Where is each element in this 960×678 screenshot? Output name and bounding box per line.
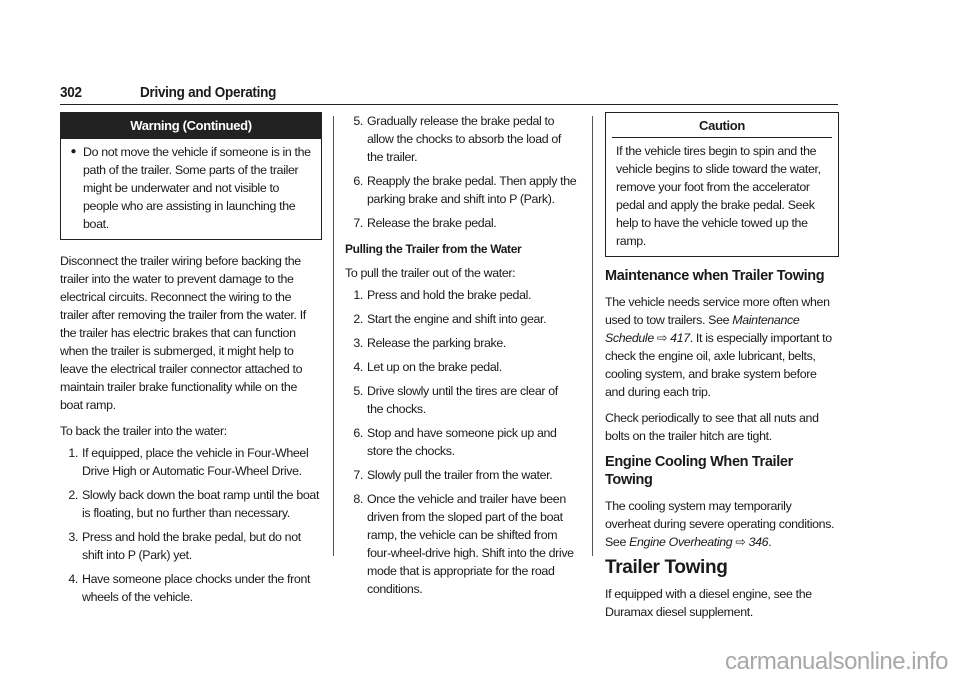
page-ref-417[interactable]: 417 [670,331,690,345]
section-title: Driving and Operating [140,84,277,101]
column-1 [60,112,322,614]
caution-box [605,112,839,257]
subheading-pulling-trailer: Pulling the Trailer from the Water [345,242,522,256]
heading-trailer-towing: Trailer Towing [605,557,728,578]
column-3 [605,112,839,629]
caution-text: If the vehicle tires begin to spin and the vehicle begins to slide toward the water, remove your foot from the accelerator pedal and apply the brake pedal. Seek help to have the vehicle towed up the ramp. [616,144,821,248]
warning-text: Do not move the vehicle if someone is in the path of the trailer. Some parts of the trailer might be underwater and not visible to people who are assisting in launching the boat. [83,145,311,231]
list-item: 3. Press and hold the brake pedal, but do not shift into P (Park) yet. [68,530,301,562]
heading-engine-cooling: Engine Cooling When Trailer Towing [605,454,793,488]
pull-trailer-steps [345,286,577,598]
back-trailer-steps [60,444,322,606]
paragraph-maintenance: The vehicle needs service more often when used to tow trailers. See Maintenance Schedule ⇨ 417. It is especially important to check the engine oil, axle lubricant, belts, cooling system, and brake system before and during each trip. [605,295,832,399]
list-item: 4. Have someone place chocks under the front wheels of the vehicle. [68,572,311,604]
paragraph-disconnect-wiring: Disconnect the trailer wiring before backing the trailer into the water to prevent damage to the electrical circuits. Reconnect the wiring to the trailer after removing the trailer from the water. If the trailer has electric brakes that can function when the trailer is submerged, it might help to leave the electrical trailer connector attached to maintain trailer brake functionality while on the boat ramp. [60,254,306,412]
list-item: 4. Let up on the brake pedal. [353,360,502,374]
back-trailer-steps-continued [345,112,577,232]
list-item: 3. Release the parking brake. [353,336,506,350]
list-item: 2. Slowly back down the boat ramp until the boat is floating, but no further than necessary. [68,488,320,520]
list-item: 5. Gradually release the brake pedal to allow the chocks to absorb the load of the trailer. [353,114,562,164]
warning-title: Warning (Continued) [61,113,321,139]
list-item: 6. Reapply the brake pedal. Then apply the parking brake and shift into P (Park). [353,174,577,206]
column-divider-1 [333,116,334,556]
paragraph-engine-cooling: The cooling system may temporarily overheat during severe operating conditions. See Engine Overheating ⇨ 346. [605,499,835,549]
page-ref-arrow-icon: ⇨ [735,535,746,549]
link-maintenance-schedule[interactable]: Maintenance Schedule [605,313,800,345]
list-item: 7. Slowly pull the trailer from the water. [353,468,553,482]
column-2 [345,112,577,606]
bullet-icon: ⦁ [71,146,76,157]
list-item: 1. If equipped, place the vehicle in Four-Wheel Drive High or Automatic Four-Wheel Drive. [68,446,309,478]
list-item: 1. Press and hold the brake pedal. [353,288,532,302]
list-item: 7. Release the brake pedal. [353,216,497,230]
paragraph-check-hitch: Check periodically to see that all nuts and bolts on the trailer hitch are tight. [605,411,819,443]
intro-back-trailer: To back the trailer into the water: [60,424,227,438]
page-ref-346[interactable]: 346 [748,535,769,549]
list-item: 2. Start the engine and shift into gear. [353,312,547,326]
list-item: 8. Once the vehicle and trailer have been driven from the sloped part of the boat ramp, the vehicle can be shifted from four-wheel-drive high. Shift into the drive mode that is appropriate for the road conditions. [353,492,574,596]
warning-bullet-item [71,143,311,233]
page-ref-arrow-icon: ⇨ [656,331,668,345]
warning-box [60,112,322,240]
caution-title: Caution [612,113,832,138]
paragraph-trailer-towing: If equipped with a diesel engine, see the Duramax diesel supplement. [605,587,812,619]
list-item: 6. Stop and have someone pick up and store the chocks. [353,426,557,458]
intro-pull-trailer: To pull the trailer out of the water: [345,266,516,280]
page-header [60,84,838,105]
column-divider-2 [592,116,593,556]
link-engine-overheating[interactable]: Engine Overheating [629,535,733,549]
list-item: 5. Drive slowly until the tires are clear of the chocks. [353,384,558,416]
watermark: carmanualsonline.info [725,648,948,675]
heading-maintenance: Maintenance when Trailer Towing [605,268,825,284]
page-number: 302 [60,84,82,101]
